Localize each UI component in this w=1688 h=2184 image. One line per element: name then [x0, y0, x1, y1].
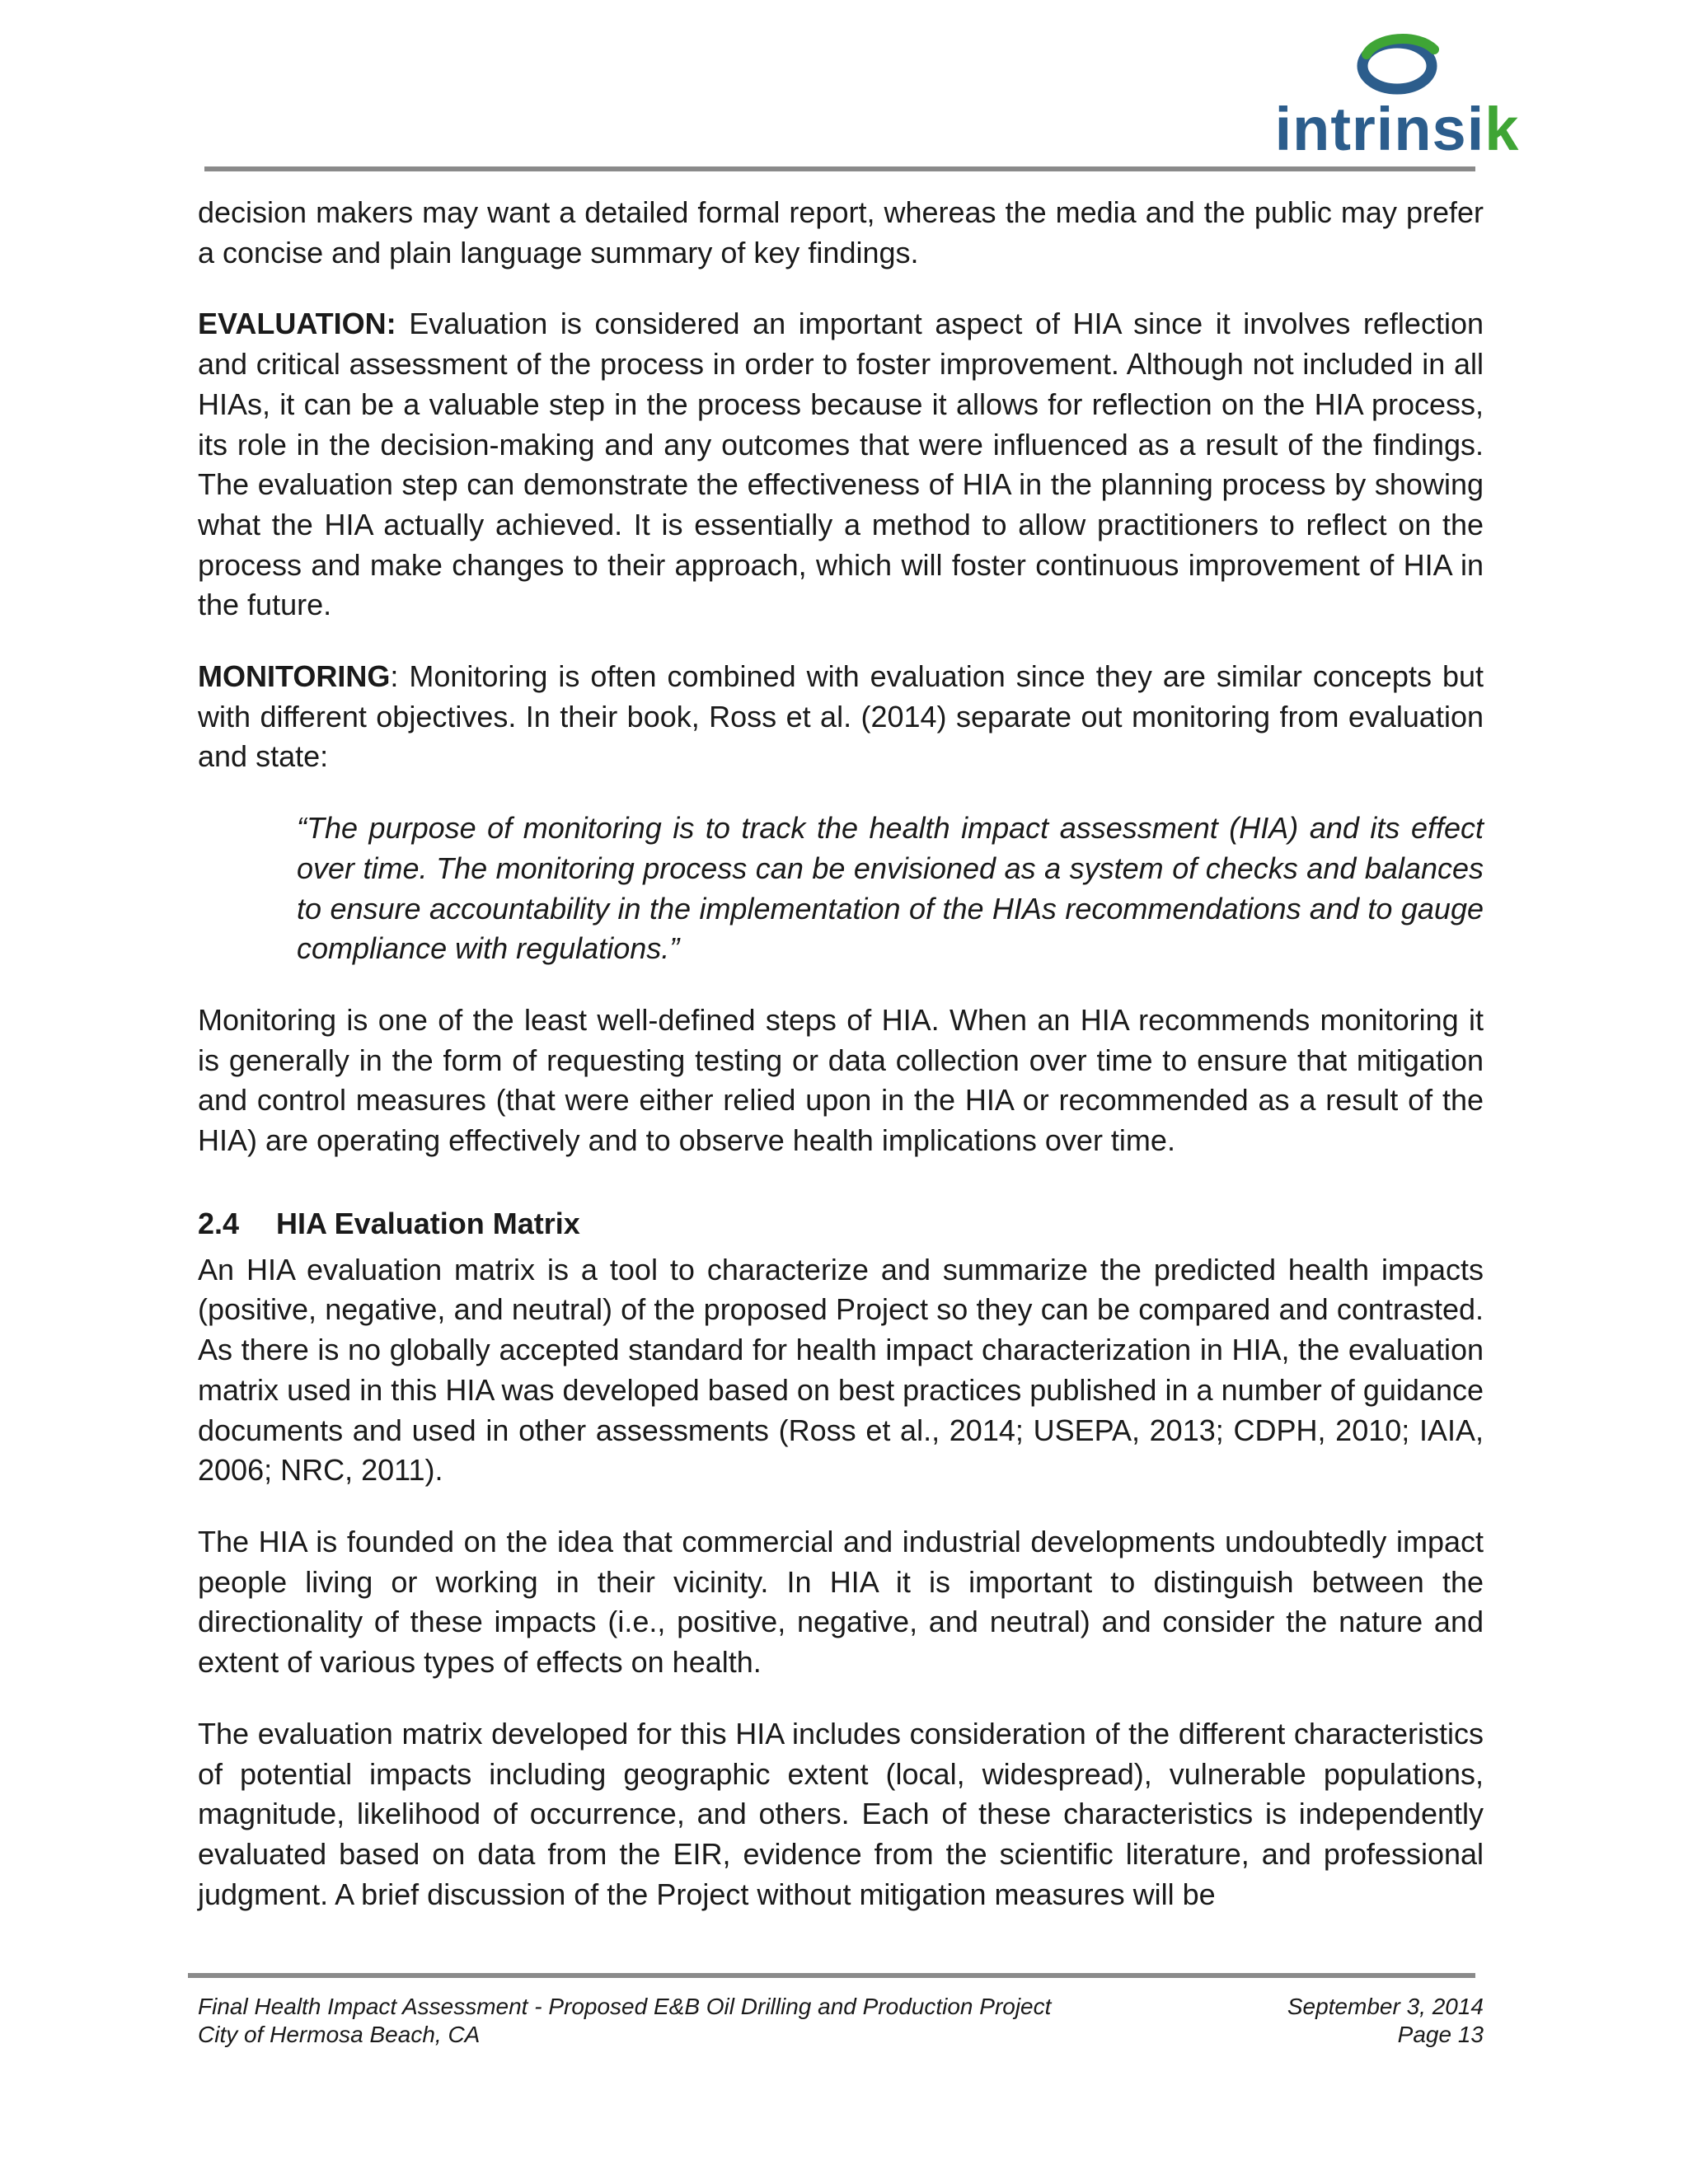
evaluation-text: Evaluation is considered an important aspect of HIA since it involves reflection and critical assessment of the process in order to foster improvement. Although not included in all HIAs, it can be a valuable step in the process because it allows for reflection on the HIA process, its role in the decision-making and any outcomes that were influenced as a result of the findings. The evaluation step can demonstrate the effectiveness of HIA in the planning process by showing what the HIA actually achieved. It is essentially a method to allow practitioners to reflect on the process and make changes to their approach, which will foster continuous improvement of HIA in the future. — [198, 307, 1484, 622]
page-body — [198, 193, 1484, 1946]
paragraph-matrix-characteristics: The evaluation matrix developed for this HIA includes consideration of the different characteristics of potential impacts including geographic extent (local, widespread), vulnerable populations, magnitude, likelihood of occurrence, and others. Each of these characteristics is independently evaluated based on data from the EIR, evidence from the scientific literature, and professional judgment. A brief discussion of the Project without mitigation measures will be — [198, 1716, 1484, 1911]
footer-page-number: Page 13 — [1397, 2022, 1484, 2047]
monitoring-label: MONITORING — [198, 659, 391, 694]
intrinsik-logo — [1273, 31, 1521, 163]
section-number: 2.4 — [198, 1206, 240, 1240]
footer-row-2 — [198, 2021, 1484, 2049]
monitoring-text: : Monitoring is often combined with evaluation since they are similar concepts but with different objectives. In their book, Ross et al. (2014) separate out monitoring from evaluation and state: — [198, 659, 1484, 774]
logo-wordmark — [1273, 95, 1521, 163]
paragraph-monitoring — [198, 657, 1484, 777]
page-footer — [198, 1993, 1484, 2049]
footer-date: September 3, 2014 — [1287, 1994, 1484, 2019]
header-divider — [204, 166, 1475, 171]
evaluation-label: EVALUATION: — [198, 307, 396, 341]
logo-swirl-icon — [1352, 31, 1442, 99]
logo-text-main: intrinsi — [1274, 95, 1485, 163]
block-quote: “The purpose of monitoring is to track the health impact assessment (HIA) and its effect over time. The monitoring process can be envisioned as a system of checks and balances to ensure accountability in the implementation of the HIAs recommendations and to gauge compliance with regulations.” — [297, 811, 1484, 966]
paragraph-matrix-intro: An HIA evaluation matrix is a tool to characterize and summarize the predicted health impacts (positive, negative, and neutral) of the proposed Project so they can be compared and contrasted. As there is no globally accepted standard for health impact characterization in HIA, the evaluation matrix used in this HIA was developed based on best practices published in a number of guidance documents and used in other assessments (Ross et al., 2014; USEPA, 2013; CDPH, 2010; IAIA, 2006; NRC, 2011). — [198, 1252, 1484, 1488]
paragraph-hia-foundation: The HIA is founded on the idea that commercial and industrial developments undoubtedly impact people living or working in their vicinity. In HIA it is important to distinguish between the directionality of these impacts (i.e., positive, negative, and neutral) and consider the nature and extent of various types of effects on health. — [198, 1524, 1484, 1680]
paragraph-monitoring-definition: Monitoring is one of the least well-defined steps of HIA. When an HIA recommends monitoring it is generally in the form of requesting testing or data collection over time to ensure that mitigation and control measures (that were either relied upon in the HIA or recommended as a result of the HIA) are operating effectively and to observe health implications over time. — [198, 1002, 1484, 1158]
logo-text-accent: k — [1484, 95, 1520, 163]
paragraph-evaluation — [198, 304, 1484, 626]
footer-doc-title: Final Health Impact Assessment - Proposed E&B Oil Drilling and Production Project — [198, 1994, 1052, 2019]
footer-divider — [188, 1973, 1475, 1978]
section-title: HIA Evaluation Matrix — [276, 1206, 580, 1240]
footer-row-1 — [198, 1993, 1484, 2021]
footer-location: City of Hermosa Beach, CA — [198, 2022, 481, 2047]
paragraph-intro: decision makers may want a detailed formal report, whereas the media and the public may prefer a concise and plain language summary of key findings. — [198, 195, 1484, 269]
section-heading — [198, 1204, 1484, 1244]
